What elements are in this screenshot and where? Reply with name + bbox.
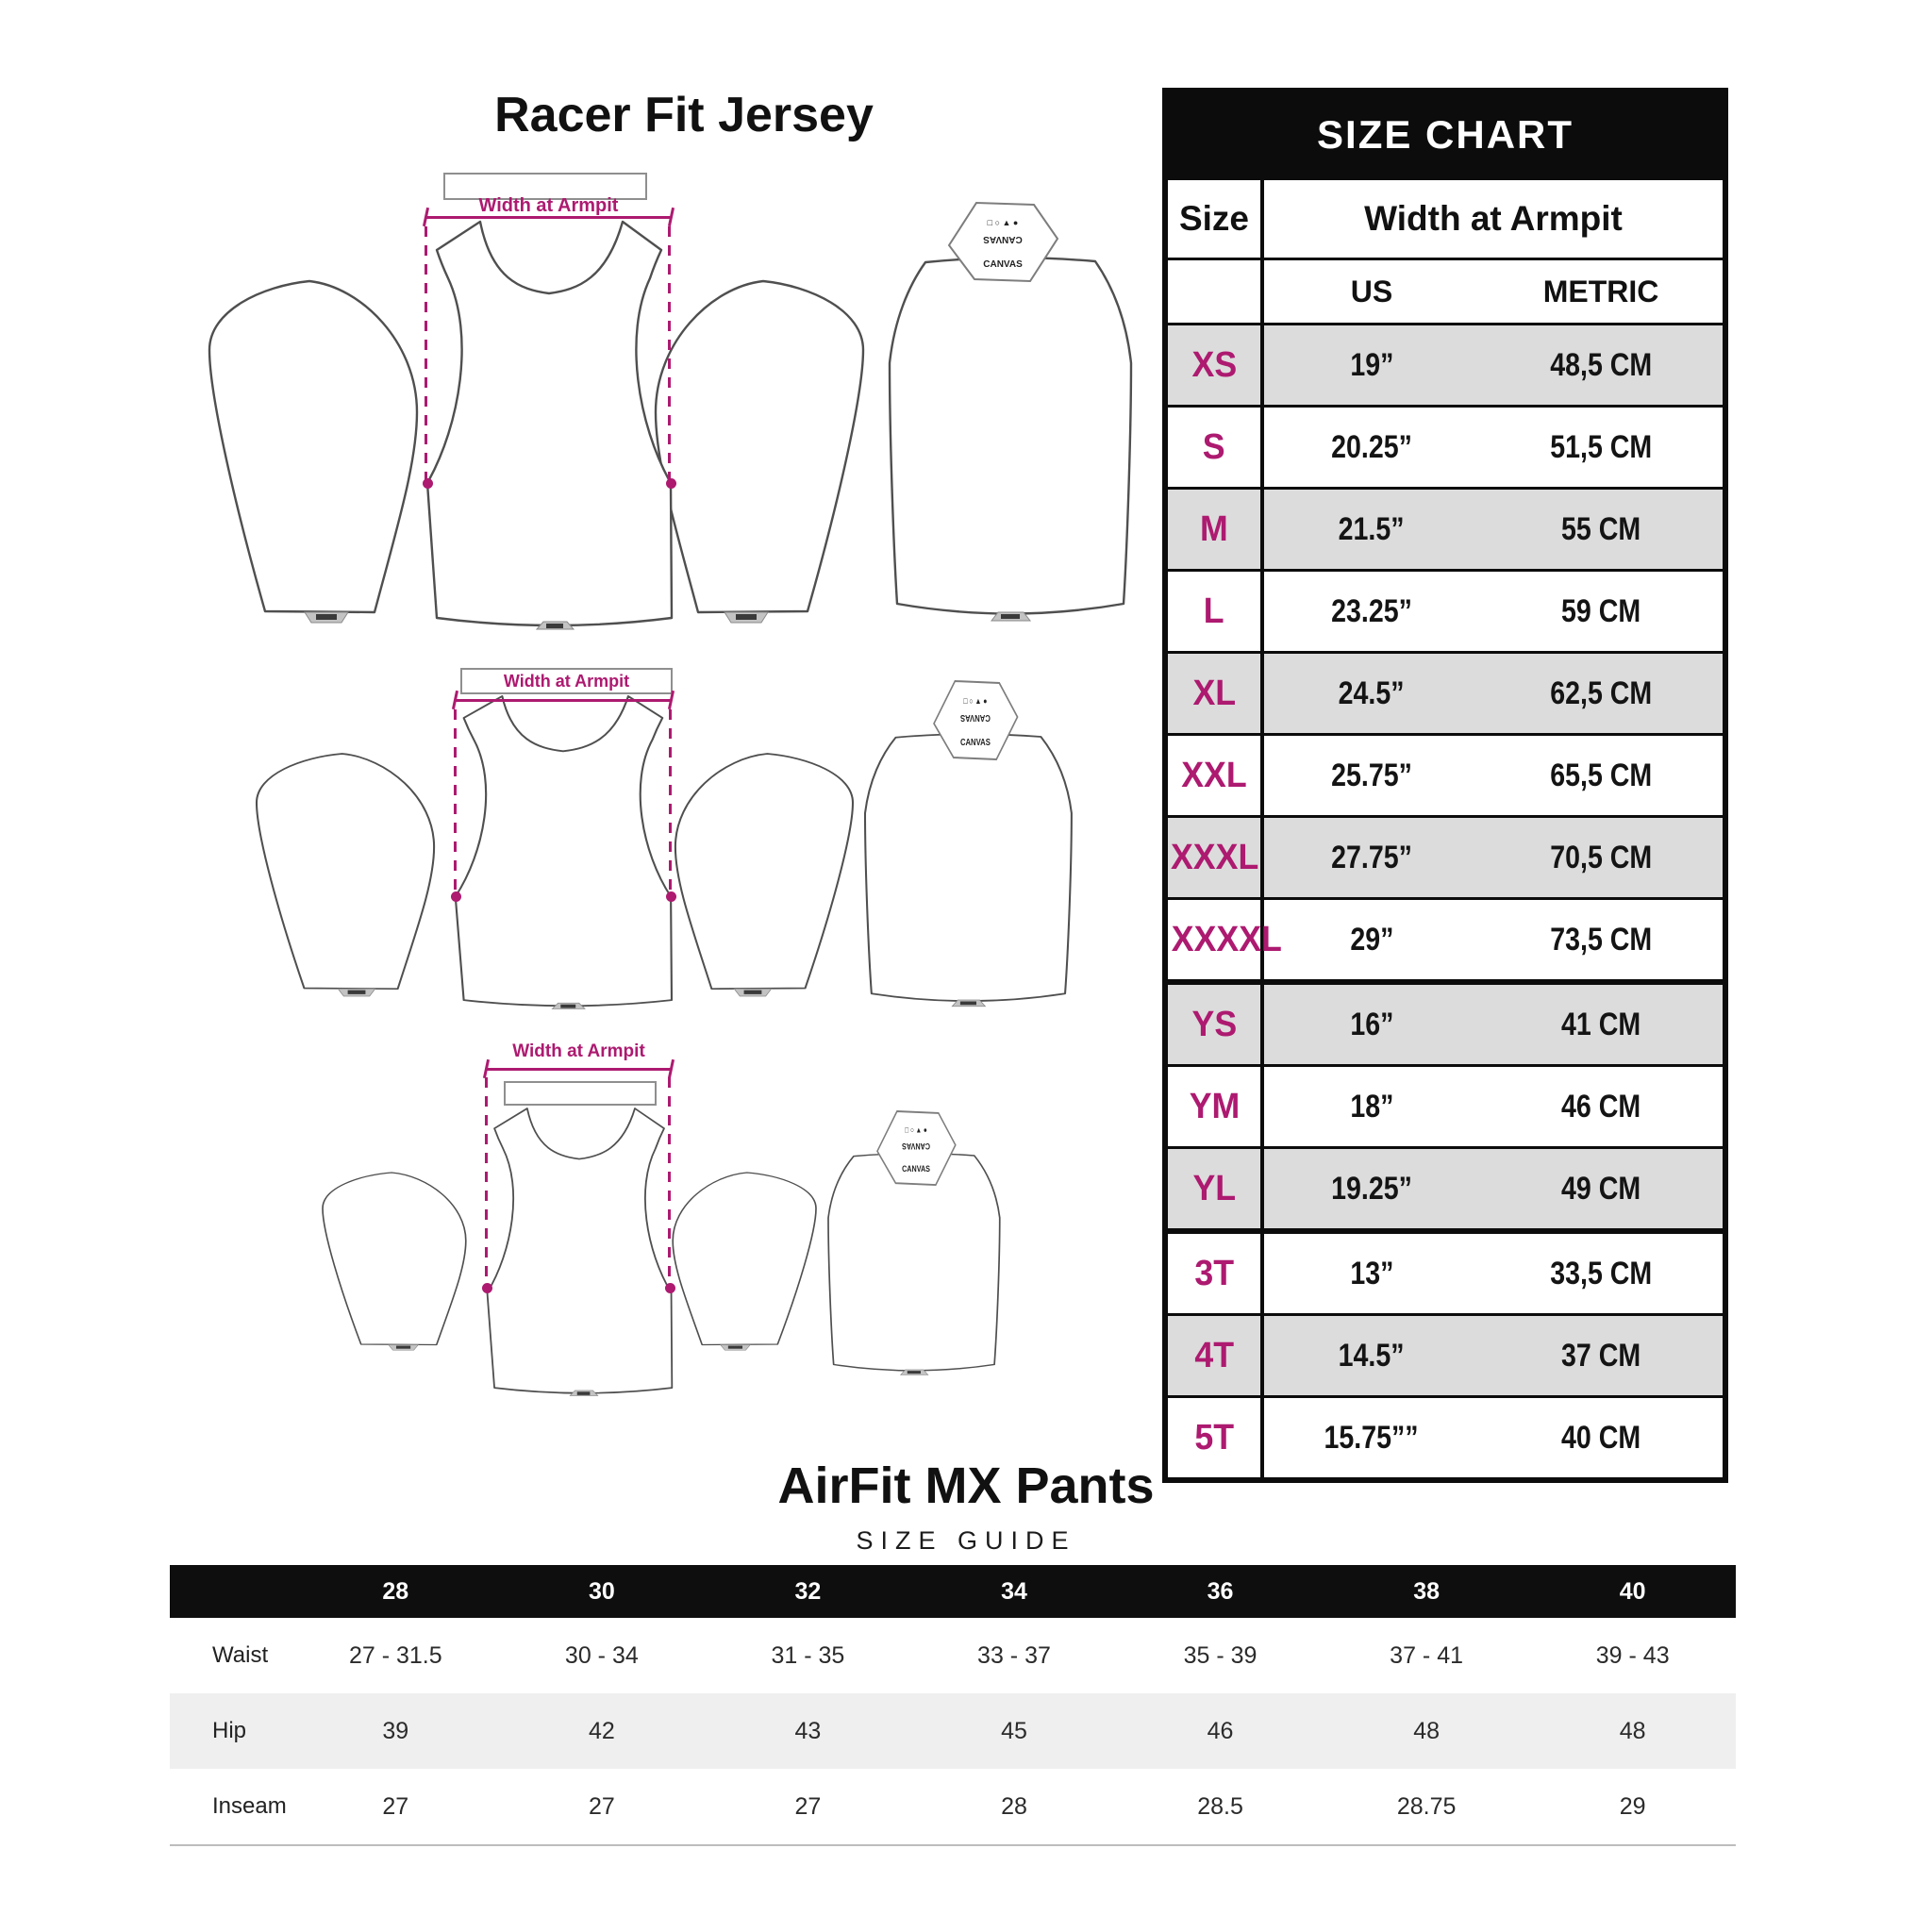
us-value: [1262, 1148, 1479, 1232]
us-value: [1262, 1315, 1479, 1397]
col-header-us: US: [1262, 259, 1479, 325]
size-label-text: XL: [1192, 673, 1236, 713]
measurement-line: [426, 216, 671, 219]
pants-value: 48: [1529, 1693, 1736, 1769]
size-label-text: S: [1203, 426, 1225, 467]
dashed-guide-right: [668, 1077, 671, 1288]
measurement-box: [460, 668, 673, 694]
armpit-marker-dot: [666, 891, 676, 902]
col-header-size: Size: [1165, 178, 1262, 259]
width-at-armpit-label: Width at Armpit: [512, 1041, 645, 1061]
us-value: [1262, 1066, 1479, 1148]
metric-value-text: 40 CM: [1560, 1419, 1641, 1456]
us-value-text: 21.5”: [1339, 510, 1405, 547]
metric-value: [1479, 325, 1725, 407]
jersey-diagram-youth: [321, 1104, 1009, 1396]
pants-row-inseam: [170, 1769, 1736, 1845]
dashed-guide-right: [669, 709, 672, 896]
col-header-metric: METRIC: [1479, 259, 1725, 325]
tick-left: [483, 1059, 490, 1078]
size-label: [1165, 1066, 1262, 1148]
us-value: [1262, 899, 1479, 983]
pants-row-waist: [170, 1618, 1736, 1693]
size-label: [1165, 1315, 1262, 1397]
pants-value: 27: [292, 1769, 499, 1845]
metric-value: [1479, 817, 1725, 899]
size-row-XXXXL: [1165, 899, 1725, 983]
metric-value: [1479, 1397, 1725, 1481]
size-label-text: XXL: [1181, 755, 1247, 795]
size-row-S: [1165, 407, 1725, 489]
col-header-width-at-armpit: Width at Armpit: [1262, 178, 1725, 259]
pants-col-34: 34: [911, 1565, 1118, 1618]
pants-col-32: 32: [705, 1565, 911, 1618]
size-label-text: YS: [1191, 1004, 1237, 1044]
measurement-line: [487, 1068, 671, 1071]
pants-value: 42: [499, 1693, 706, 1769]
pants-col-38: 38: [1324, 1565, 1530, 1618]
metric-value: [1479, 1148, 1725, 1232]
size-label-text: XXXL: [1170, 837, 1259, 877]
width-at-armpit-label: Width at Armpit: [478, 195, 619, 216]
size-row-XXXL: [1165, 817, 1725, 899]
dashed-guide-left: [425, 226, 427, 483]
size-label: [1165, 1148, 1262, 1232]
pants-header-row: [170, 1565, 1736, 1618]
column-group-row: [1165, 178, 1725, 259]
pants-value: 39 - 43: [1595, 1641, 1670, 1669]
us-value: [1262, 489, 1479, 571]
size-label-text: M: [1200, 508, 1228, 549]
us-value-text: 18”: [1349, 1088, 1394, 1124]
pants-row-label: Hip: [170, 1693, 292, 1769]
pants-value: 30 - 34: [564, 1641, 639, 1669]
armpit-marker-dot: [665, 1283, 675, 1293]
size-label: [1165, 653, 1262, 735]
size-row-M: [1165, 489, 1725, 571]
pants-value: 37 - 41: [1390, 1641, 1464, 1669]
size-label-text: 4T: [1194, 1335, 1234, 1375]
metric-value-text: 70,5 CM: [1550, 839, 1652, 875]
size-label: [1165, 982, 1262, 1066]
size-label: [1165, 735, 1262, 817]
size-label: [1165, 899, 1282, 983]
size-label: [1165, 489, 1262, 571]
armpit-marker-dot: [451, 891, 461, 902]
us-value: [1262, 407, 1479, 489]
metric-value: [1479, 735, 1725, 817]
metric-value: [1479, 1231, 1725, 1315]
pants-row-label: Inseam: [170, 1769, 292, 1845]
pants-col-30: 30: [499, 1565, 706, 1618]
us-value: [1262, 653, 1479, 735]
metric-value-text: 59 CM: [1560, 592, 1641, 629]
pants-value: 39: [292, 1693, 499, 1769]
empty-cell: [1165, 259, 1262, 325]
us-value: [1262, 571, 1479, 653]
armpit-marker-dot: [666, 478, 676, 489]
page-title: Racer Fit Jersey: [494, 88, 874, 142]
size-label-text: YL: [1192, 1168, 1236, 1208]
armpit-marker-dot: [482, 1283, 492, 1293]
pants-value: 46: [1117, 1693, 1324, 1769]
metric-value-text: 65,5 CM: [1550, 757, 1652, 793]
pants-value: 43: [705, 1693, 911, 1769]
size-row-YM: [1165, 1066, 1725, 1148]
size-label: [1165, 1231, 1262, 1315]
us-value: [1262, 325, 1479, 407]
metric-value: [1479, 653, 1725, 735]
us-value-text: 16”: [1349, 1006, 1394, 1042]
us-value-text: 13”: [1349, 1255, 1394, 1291]
size-chart-header: [1165, 91, 1725, 178]
pants-subtitle: SIZE GUIDE: [856, 1526, 1076, 1555]
us-value-text: 20.25”: [1331, 428, 1412, 465]
dashed-guide-right: [668, 226, 671, 483]
pants-row-hip: [170, 1693, 1736, 1769]
us-value-text: 25.75”: [1331, 757, 1412, 793]
size-label: [1165, 407, 1262, 489]
size-label-text: XXXXL: [1171, 919, 1282, 959]
metric-value-text: 62,5 CM: [1550, 675, 1652, 711]
metric-value-text: 37 CM: [1560, 1337, 1641, 1374]
pants-value: 28: [911, 1769, 1118, 1845]
us-value-text: 23.25”: [1331, 592, 1412, 629]
width-at-armpit-label: Width at Armpit: [503, 671, 630, 691]
pants-value: 28.5: [1117, 1769, 1324, 1845]
armpit-marker-dot: [423, 478, 433, 489]
us-value-text: 27.75”: [1331, 839, 1412, 875]
size-row-YS: [1165, 982, 1725, 1066]
size-label-text: 5T: [1194, 1417, 1234, 1457]
pants-value: 45: [911, 1693, 1118, 1769]
size-row-L: [1165, 571, 1725, 653]
size-label-text: L: [1204, 591, 1224, 631]
pants-col-40: 40: [1529, 1565, 1736, 1618]
pants-value: 31 - 35: [771, 1641, 845, 1669]
pants-value: 28.75: [1324, 1769, 1530, 1845]
us-value-text: 15.75””: [1324, 1419, 1420, 1456]
size-chart-table: [1162, 88, 1728, 1483]
size-row-XL: [1165, 653, 1725, 735]
size-row-YL: [1165, 1148, 1725, 1232]
pants-value: 48: [1324, 1693, 1530, 1769]
pants-value: 27 - 31.5: [348, 1641, 442, 1669]
metric-value: [1479, 982, 1725, 1066]
metric-value-text: 33,5 CM: [1550, 1255, 1652, 1291]
metric-value: [1479, 407, 1725, 489]
size-label-text: 3T: [1194, 1253, 1234, 1293]
size-row-3T: [1165, 1231, 1725, 1315]
pants-col-28: 28: [292, 1565, 499, 1618]
pants-value: 29: [1529, 1769, 1736, 1845]
dashed-guide-left: [485, 1077, 488, 1288]
us-value: [1262, 817, 1479, 899]
metric-value-text: 55 CM: [1560, 510, 1641, 547]
pants-value: 35 - 39: [1183, 1641, 1257, 1669]
metric-value: [1479, 899, 1725, 983]
us-value: [1262, 982, 1479, 1066]
pants-value: 33 - 37: [977, 1641, 1051, 1669]
metric-value: [1479, 1315, 1725, 1397]
us-value: [1262, 1231, 1479, 1315]
pants-size-guide-table: [170, 1565, 1736, 1846]
pants-value: 27: [705, 1769, 911, 1845]
pants-value: 27: [499, 1769, 706, 1845]
size-label-text: YM: [1189, 1086, 1240, 1126]
size-row-XXL: [1165, 735, 1725, 817]
metric-value-text: 49 CM: [1560, 1170, 1641, 1207]
us-value-text: 19”: [1349, 346, 1394, 383]
us-value-text: 19.25”: [1331, 1170, 1412, 1207]
pants-row-label: Waist: [212, 1642, 269, 1668]
size-row-4T: [1165, 1315, 1725, 1397]
size-row-XS: [1165, 325, 1725, 407]
size-label: [1165, 325, 1262, 407]
us-value-text: 14.5”: [1339, 1337, 1405, 1374]
metric-value-text: 73,5 CM: [1550, 921, 1652, 958]
metric-value: [1479, 1066, 1725, 1148]
size-chart-title: SIZE CHART: [1165, 91, 1725, 178]
measurement-box: [504, 1081, 657, 1106]
measurement-line: [456, 699, 671, 702]
size-label: [1165, 571, 1262, 653]
pants-col-36: 36: [1117, 1565, 1324, 1618]
metric-value-text: 46 CM: [1560, 1088, 1641, 1124]
metric-value-text: 41 CM: [1560, 1006, 1641, 1042]
unit-header-row: [1165, 259, 1725, 325]
metric-value-text: 48,5 CM: [1550, 346, 1652, 383]
us-value: [1262, 735, 1479, 817]
pants-title: AirFit MX Pants: [777, 1457, 1155, 1514]
us-value-text: 24.5”: [1339, 675, 1405, 711]
metric-value: [1479, 571, 1725, 653]
empty-cell: [170, 1565, 292, 1618]
size-label: [1165, 817, 1262, 899]
metric-value: [1479, 489, 1725, 571]
size-label-text: XS: [1191, 344, 1237, 385]
dashed-guide-left: [454, 709, 457, 896]
us-value-text: 29”: [1349, 921, 1394, 958]
metric-value-text: 51,5 CM: [1550, 428, 1652, 465]
